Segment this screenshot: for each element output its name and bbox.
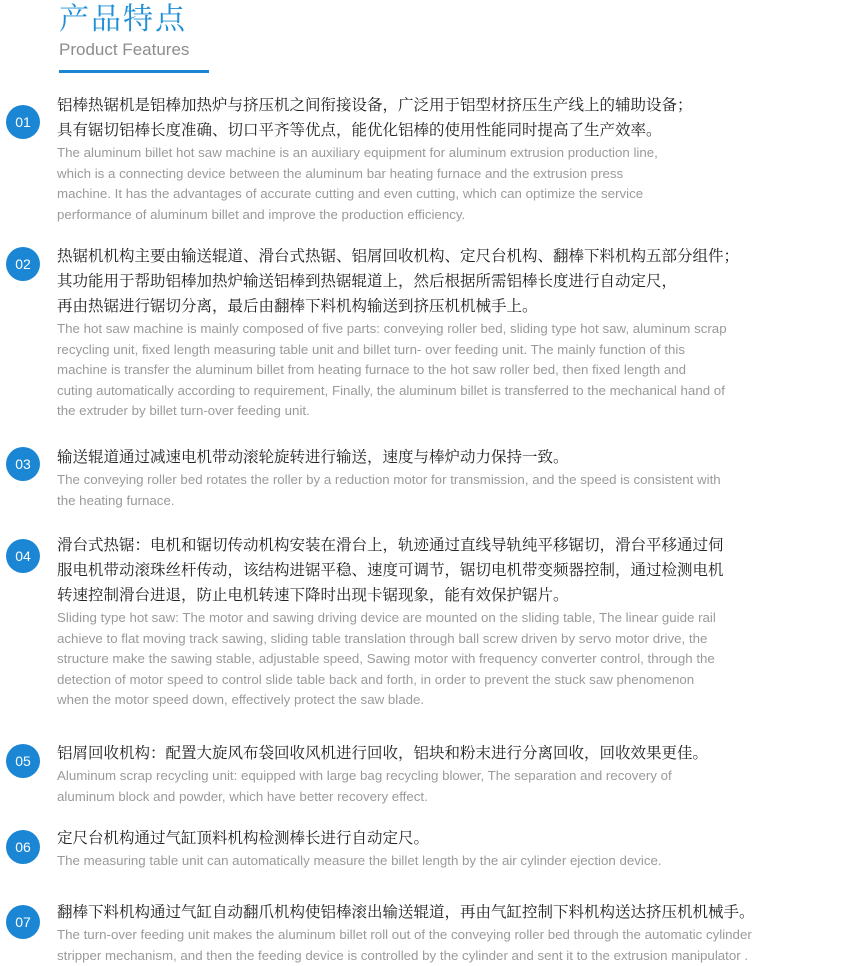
feature-text-en: The measuring table unit can automatically measure the billet length by the air cylinder ejection device.: [57, 853, 662, 868]
feature-text-en: when the motor speed down, effectively protect the saw blade.: [57, 692, 425, 707]
feature-text-en: The turn-over feeding unit makes the aluminum billet roll out of the conveying roller bed through the automatic cylinder: [57, 927, 752, 942]
feature-content: [57, 93, 847, 225]
feature-text-cn: 翻棒下料机构通过气缸自动翻爪机构使铝棒滚出输送辊道，再由气缸控制下料机构送达挤压机机械手。: [57, 903, 755, 921]
feature-text-en: machine is transfer the aluminum billet from heating furnace to the hot saw roller bed, then fixed length and: [57, 362, 686, 377]
feature-text-en: detection of motor speed to control slide table back and forth, in order to prevent the stuck saw phenomenon: [57, 671, 695, 687]
feature-number-badge: 03: [6, 447, 40, 481]
feature-text-cn: 具有锯切铝棒长度准确、切口平齐等优点，能优化铝棒的使用性能同时提高了生产效率。: [57, 121, 662, 139]
feature-text-en: aluminum block and powder, which have better recovery effect.: [57, 788, 428, 804]
feature-text-cn: 铝棒热锯机是铝棒加热炉与挤压机之间衔接设备，广泛用于铝型材挤压生产线上的辅助设备；: [57, 96, 693, 114]
title-underline: [59, 70, 209, 73]
feature-content: [57, 741, 847, 807]
feature-text-en: performance of aluminum billet and improve the production efficiency.: [57, 206, 466, 222]
feature-text-en: Sliding type hot saw: The motor and sawing driving device are mounted on the sliding table, The linear guide rail: [57, 610, 716, 625]
feature-text-en: Aluminum scrap recycling unit: equipped with large bag recycling blower, The separation and recovery of: [57, 768, 672, 783]
feature-text-en: cuting automatically according to requirement, Finally, the aluminum billet is transferred to the mechanical hand of: [57, 382, 725, 398]
feature-text-en: the extruder by billet turn-over feeding unit.: [57, 403, 310, 418]
feature-number-badge: 04: [6, 539, 40, 573]
feature-text-cn: 其功能用于帮助铝棒加热炉输送铝棒到热锯辊道上，然后根据所需铝棒长度进行自动定尺，: [57, 272, 678, 290]
feature-text-en: The aluminum billet hot saw machine is an auxiliary equipment for aluminum extrusion production line,: [57, 145, 658, 160]
feature-text-cn: 铝屑回收机构：配置大旋风布袋回收风机进行回收，铝块和粉末进行分离回收，回收效果更佳。: [57, 744, 709, 762]
feature-text-en: The conveying roller bed rotates the roller by a reduction motor for transmission, and the speed is consistent with: [57, 472, 721, 487]
feature-text-en: stripper mechanism, and then the feeding device is controlled by the cylinder and sent it to the extrusion manipulator .: [57, 947, 749, 963]
feature-text-cn: 转速控制滑台进退，防止电机转速下降时出现卡锯现象，能有效保护锯片。: [57, 586, 569, 604]
feature-text-en: structure make the sawing stable, adjustable speed, Sawing motor with frequency converter control, through the: [57, 651, 715, 666]
feature-number-badge: 02: [6, 247, 40, 281]
feature-number-badge: 06: [6, 830, 40, 864]
feature-number-badge: 07: [6, 905, 40, 939]
feature-text-en: machine. It has the advantages of accurate cutting and even cutting, which can optimize the service: [57, 186, 644, 201]
feature-text-cn: 输送辊道通过减速电机带动滚轮旋转进行输送，速度与棒炉动力保持一致。: [57, 448, 569, 466]
feature-number-badge: 01: [6, 105, 40, 139]
feature-content: [57, 533, 847, 711]
feature-content: [57, 445, 847, 511]
feature-number-badge: 05: [6, 744, 40, 778]
feature-text-cn: 服电机带动滚珠丝杆传动，该结构进锯平稳、速度可调节，锯切电机带变频器控制，通过检测电机: [57, 561, 724, 579]
feature-content: [57, 900, 847, 966]
page-title: 产品特点: [59, 2, 187, 37]
feature-text-cn: 滑台式热锯：电机和锯切传动机构安装在滑台上，轨迹通过直线导轨纯平移锯切，滑台平移通过伺: [57, 536, 724, 554]
feature-text-en: recycling unit, fixed length measuring table unit and billet turn- over feeding unit. The mainly function of this: [57, 341, 686, 357]
feature-text-cn: 再由热锯进行锯切分离，最后由翻棒下料机构输送到挤压机机械手上。: [57, 297, 538, 315]
feature-content: [57, 244, 847, 422]
feature-content: [57, 826, 847, 872]
feature-text-cn: 定尺台机构通过气缸顶料机构检测棒长进行自动定尺。: [57, 829, 430, 847]
feature-text-cn: 热锯机机构主要由输送辊道、滑台式热锯、铝屑回收机构、定尺台机构、翻棒下料机构五部分组件；: [57, 247, 740, 265]
feature-text-en: the heating furnace.: [57, 492, 175, 508]
feature-text-en: which is a connecting device between the aluminum bar heating furnace and the extrusion press: [57, 165, 624, 181]
section-header: [59, 2, 209, 73]
page-subtitle: Product Features: [59, 40, 190, 59]
feature-text-en: achieve to flat moving track sawing, sliding table translation through ball screw driven by servo motor drive, the: [57, 630, 708, 646]
feature-text-en: The hot saw machine is mainly composed of five parts: conveying roller bed, sliding type hot saw, aluminum scrap: [57, 321, 727, 336]
